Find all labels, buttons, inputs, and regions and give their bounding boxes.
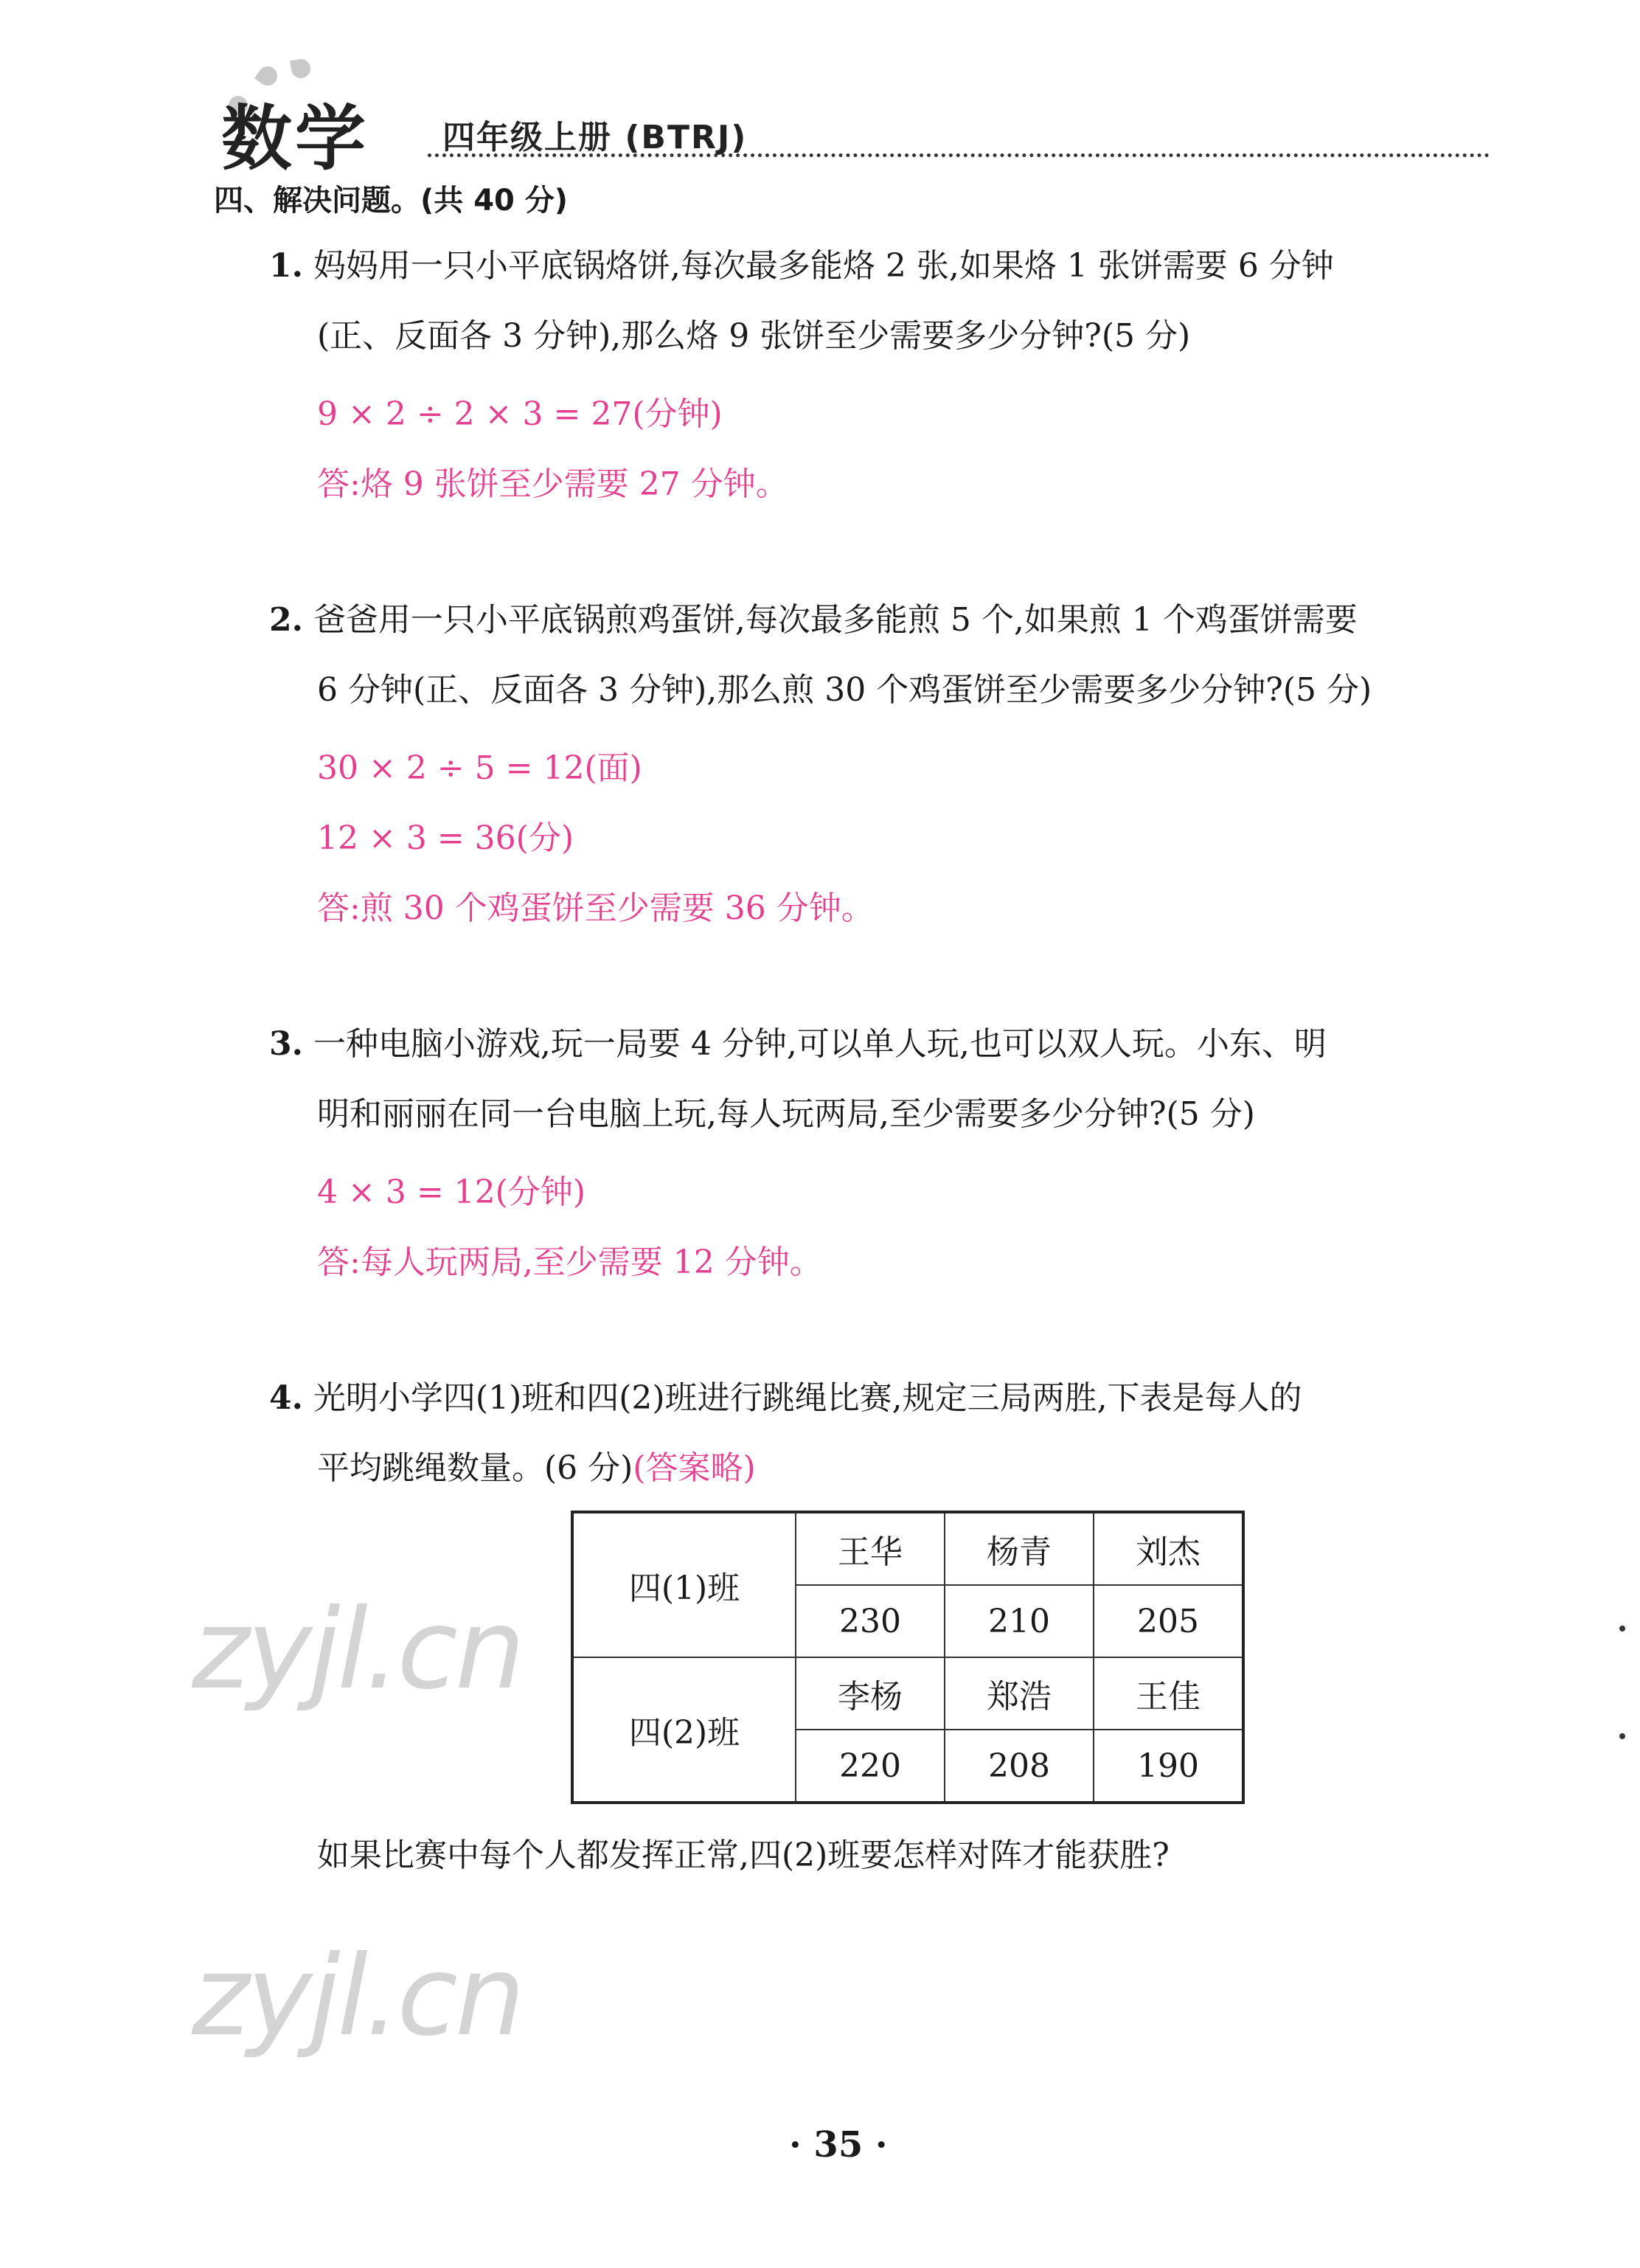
- class-name-cell: 四(2)班: [572, 1657, 796, 1803]
- table-row: [572, 1657, 1243, 1730]
- student-name-cell: 郑浩: [945, 1657, 1094, 1730]
- score-cell: 220: [796, 1730, 945, 1803]
- question-1-line-2: (正、反面各 3 分钟),那么烙 9 张饼至少需要多少分钟?(5 分): [317, 317, 1191, 355]
- question-3-line-2: 明和丽丽在同一台电脑上玩,每人玩两局,至少需要多少分钟?(5 分): [317, 1095, 1255, 1133]
- question-4-line-2: [317, 1449, 756, 1488]
- score-cell: 205: [1094, 1585, 1243, 1657]
- question-1: [269, 247, 1334, 286]
- answer-calculation: 12 × 3 = 36(分): [317, 819, 574, 857]
- question-2: [269, 601, 1358, 640]
- answer-omitted-note: (答案略): [633, 1449, 756, 1487]
- question-number: 3.: [269, 1025, 303, 1063]
- class-name-cell: 四(1)班: [572, 1512, 796, 1657]
- answer-calculation: 30 × 2 ÷ 5 = 12(面): [317, 749, 642, 787]
- watermark: zyjl.cn: [192, 1586, 523, 1714]
- header-divider: [428, 153, 1490, 157]
- decorative-petal: [254, 63, 281, 89]
- score-cell: 190: [1094, 1730, 1243, 1803]
- page-number: · 35 ·: [789, 2124, 888, 2165]
- student-name-cell: 王华: [796, 1512, 945, 1585]
- question-text: 平均跳绳数量。(6 分): [317, 1449, 633, 1487]
- answer-statement: 答:每人玩两局,至少需要 12 分钟。: [317, 1244, 822, 1281]
- question-4: [269, 1379, 1302, 1418]
- student-name-cell: 李杨: [796, 1657, 945, 1730]
- question-text: 光明小学四(1)班和四(2)班进行跳绳比赛,规定三局两胜,下表是每人的: [313, 1379, 1302, 1417]
- student-name-cell: 杨青: [945, 1512, 1094, 1585]
- subject-title: 数学: [221, 97, 369, 180]
- student-name-cell: 刘杰: [1094, 1512, 1243, 1585]
- question-number: 1.: [269, 247, 303, 285]
- question-3: [269, 1025, 1327, 1064]
- answer-statement: 答:煎 30 个鸡蛋饼至少需要 36 分钟。: [317, 889, 874, 927]
- grade-label: 四年级上册 (BTRJ): [442, 119, 748, 156]
- question-number: 4.: [269, 1379, 303, 1417]
- score-cell: 210: [945, 1585, 1094, 1657]
- score-cell: 208: [945, 1730, 1094, 1803]
- answer-calculation: 9 × 2 ÷ 2 × 3 = 27(分钟): [317, 395, 723, 433]
- jump-rope-table: [571, 1511, 1245, 1804]
- section-title: 四、解决问题。(共 40 分): [214, 184, 569, 218]
- question-number: 2.: [269, 601, 303, 639]
- watermark: zyjl.cn: [192, 1932, 523, 2061]
- answer-statement: 答:烙 9 张饼至少需要 27 分钟。: [317, 465, 788, 503]
- score-cell: 230: [796, 1585, 945, 1657]
- decorative-petal: [290, 58, 312, 80]
- question-text: 妈妈用一只小平底锅烙饼,每次最多能烙 2 张,如果烙 1 张饼需要 6 分钟: [313, 247, 1334, 285]
- answer-calculation: 4 × 3 = 12(分钟): [317, 1173, 586, 1211]
- question-4-followup: 如果比赛中每个人都发挥正常,四(2)班要怎样对阵才能获胜?: [317, 1837, 1170, 1874]
- question-text: 一种电脑小游戏,玩一局要 4 分钟,可以单人玩,也可以双人玩。小东、明: [313, 1025, 1327, 1063]
- question-2-line-2: 6 分钟(正、反面各 3 分钟),那么煎 30 个鸡蛋饼至少需要多少分钟?(5 分): [317, 671, 1372, 709]
- table-row: [572, 1512, 1243, 1585]
- student-name-cell: 王佳: [1094, 1657, 1243, 1730]
- margin-dot: [1619, 1733, 1625, 1739]
- margin-dot: [1619, 1626, 1625, 1631]
- question-text: 爸爸用一只小平底锅煎鸡蛋饼,每次最多能煎 5 个,如果煎 1 个鸡蛋饼需要: [313, 601, 1358, 639]
